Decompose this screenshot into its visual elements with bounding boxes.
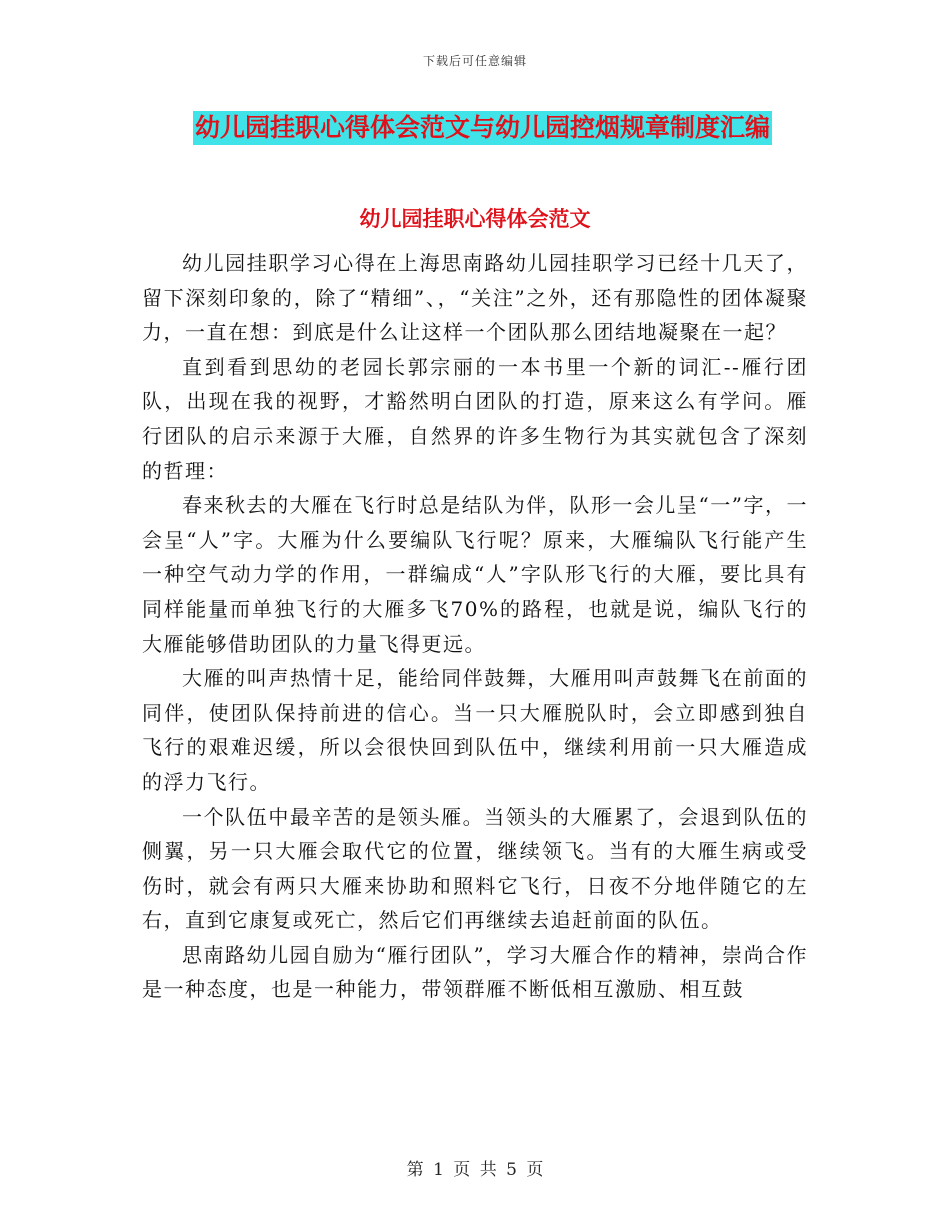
paragraph: 思南路幼儿园自励为“雁行团队”，学习大雁合作的精神，崇尚合作是一种态度，也是一种能力，带领群雁不断低相互激励、相互鼓 xyxy=(142,942,808,1002)
paragraph: 大雁的叫声热情十足，能给同伴鼓舞，大雁用叫声鼓舞飞在前面的同伴，使团队保持前进的信心。当一只大雁脱队时，会立即感到独自飞行的艰难迟缓，所以会很快回到队伍中，继续利用前一只大雁造成的浮力飞行。 xyxy=(142,666,808,794)
paragraph: 幼儿园挂职学习心得在上海思南路幼儿园挂职学习已经十几天了，留下深刻印象的，除了“精细”、，“关注”之外，还有那隐性的团体凝聚力，一直在想：到底是什么让这样一个团队那么团结地凝聚在一起？ xyxy=(142,251,808,345)
section-title: 幼儿园挂职心得体会范文 xyxy=(359,207,591,231)
paragraph: 直到看到思幼的老园长郭宗丽的一本书里一个新的词汇--雁行团队，出现在我的视野，才豁然明白团队的打造，原来这么有学问。雁行团队的启示来源于大雁，自然界的许多生物行为其实就包含了深刻的哲理： xyxy=(142,354,808,483)
document-title: 幼儿园挂职心得体会范文与幼儿园控烟规章制度汇编 xyxy=(193,111,772,145)
paragraph: 一个队伍中最辛苦的是领头雁。当领头的大雁累了，会退到队伍的侧翼，另一只大雁会取代它的位置，继续领飞。当有的大雁生病或受伤时，就会有两只大雁来协助和照料它飞行，日夜不分地伴随它的左右，直到它康复或死亡，然后它们再继续去追赶前面的队伍。 xyxy=(142,804,808,933)
paragraph: 春来秋去的大雁在飞行时总是结队为伴，队形一会儿呈“一”字，一会呈“人”字。大雁为什么要编队飞行呢？原来，大雁编队飞行能产生一种空气动力学的作用，一群编成“人”字队形飞行的大雁，要比具有同样能量而单独飞行的大雁多飞70%的路程，也就是说，编队飞行的大雁能够借助团队的力量飞得更远。 xyxy=(142,493,808,656)
page-footer: 第 1 页 共 5 页 xyxy=(406,1160,544,1180)
header-note: 下载后可任意编辑 xyxy=(422,54,527,68)
body-text xyxy=(142,246,808,1007)
